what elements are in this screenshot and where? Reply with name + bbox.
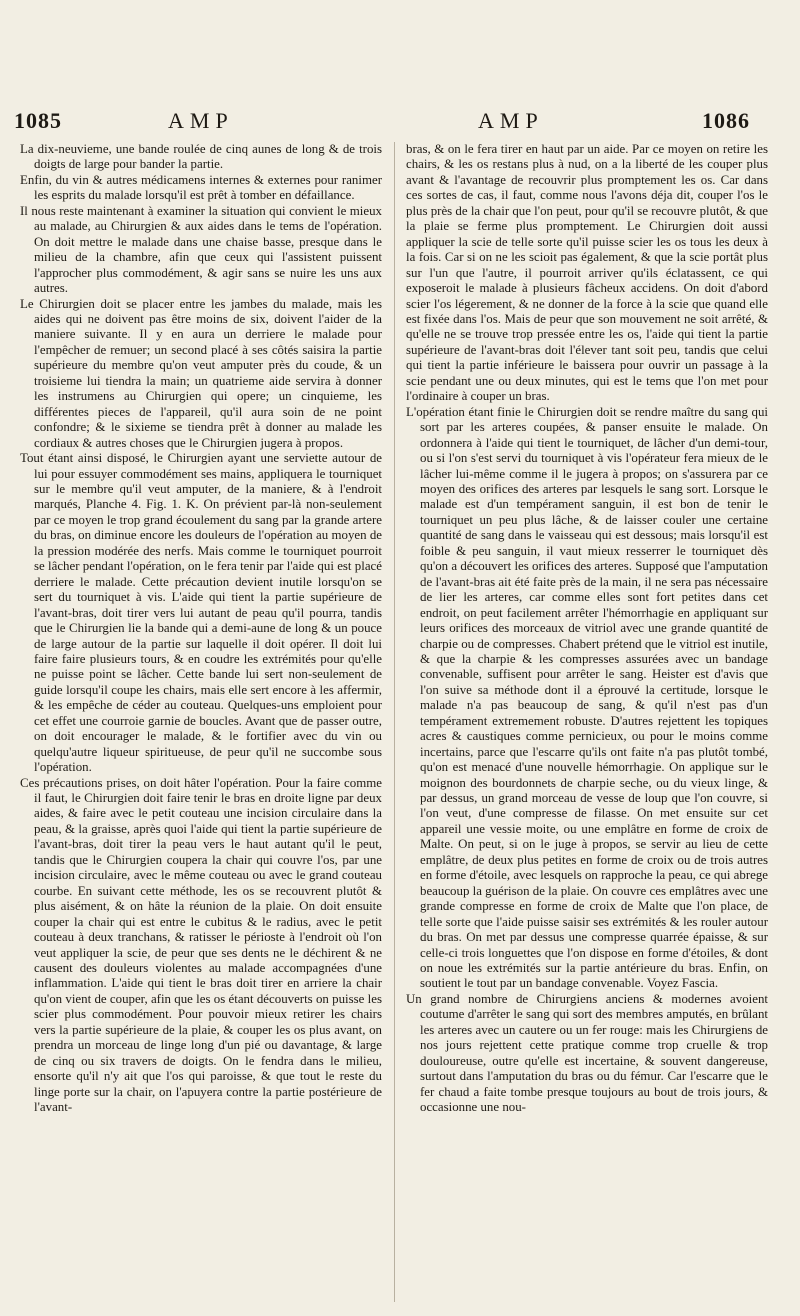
left-column xyxy=(20,142,382,1116)
right-running-head: AMP xyxy=(478,108,544,133)
paragraph: Un grand nombre de Chirurgiens anciens & modernes avoient coutume d'arrêter le sang qui sort des membres amputés, en brûlant les arteres avec un cautere ou un fer rouge: mais les Chirurgiens de nos jours rejettent cette pratique comme trop cruelle & trop douloureuse, outre qu'elle est incertaine, & souvent dangereuse, surtout dans l'amputation du bras ou du fémur. Car l'escarre que le fer chaud a faite tombe presque toujours au bout de trois jours, & occasionne une nou- xyxy=(406,991,768,1115)
left-page-number: 1085 xyxy=(14,108,62,133)
paragraph: Tout étant ainsi disposé, le Chirurgien ayant une serviette autour de lui pour essuyer commodément ses mains, appliquera le tourniquet sur le membre qu'il veut amputer, de la maniere, & à l'endroit marqués, Planche 4. Fig. 1. K. On prévient par-là non-seulement par ce moyen le trop grand écoulement du sang par la grande artere du bras, on diminue encore les douleurs de l'opération au moyen de la pression modérée des nerfs. Mais comme le tourniquet pourroit se lâcher pendant l'opération, on le fera tenir par l'aide qui est placé derriere le malade. Cette précaution devient inutile lorsqu'on se sert du tourniquet à vis. L'aide qui tient la partie supérieure de l'avant-bras, doit tirer vers lui autant de peau qu'il pourra, tandis que le Chirurgien lie la bande qui a demi-aune de long & un pouce de large autour de la partie sur laquelle il doit opérer. Il doit lui faire faire plusieurs tours, & en coudre les extrémités pour qu'elle ne puisse point se lâcher. Cette bande lui sert non-seulement de guide lorsqu'il coupe les chairs, mais elle sert encore à les affermir, & les empêche de céder au couteau. Quelques-uns emploient pour cet effet une courroie garnie de boucles. Avant que de passer outre, on doit encourager le malade, & le fortifier avec du vin ou quelqu'autre liqueur spiritueuse, de peur qu'il ne succombe sous l'opération. xyxy=(20,451,382,775)
right-column xyxy=(406,142,768,1116)
paragraph: L'opération étant finie le Chirurgien doit se rendre maître du sang qui sort par les arteres coupées, & panser ensuite le malade. On ordonnera à l'aide qui tient le tourniquet, de lâcher d'un demi-tour, ou si l'on s'est servi du tourniquet à vis l'opérateur fera mieux de le lâcher lui-même comme il le jugera à propos; on s'assurera par ce moyen des orifices des arteres par lesquels le sang sort. Lorsque le malade est d'un tempérament sanguin, il est bon de tenir le tourniquet un peu plus lâche, & de laisser couler une certaine quantité de sang dans le vaisseau qui est dessous; mais lorsqu'il est foible & peu sanguin, il vaut mieux resserrer le tourniquet dès qu'on a découvert les orifices des arteres. Supposé que l'amputation de l'avant-bras ait été faite près de la main, il ne sera pas nécessaire de lier les arteres, car comme elles sont fort petites dans cet endroit, on peut facilement arrêter l'hémorrhagie en appliquant sur leurs orifices des morceaux de vitriol avec une grande quantité de charpie ou de compresses. Chabert prétend que le vitriol est inutile, & que la charpie & les compresses assurées avec un bandage convenable, suffisent pour arrêter le sang. Heister est d'avis que l'on suive sa méthode dont il a éprouvé la certitude, lorsque le malade n'a pas beaucoup de sang, & qu'il n'est pas d'un tempérament extremement robuste. D'autres rejettent les topiques acres & caustiques comme pernicieux, ou pour le moins comme incertains, parce que l'escarre qu'ils ont faite n'a pas plutôt tombé, qu'on est menacé d'une nouvelle hémorrhagie. On applique sur le moignon des bourdonnets de charpie seche, ou du vieux linge, & par dessus, un grand morceau de vesse de loup que l'on couvre, si l'on veut, d'une compresse de filasse. On met ensuite sur cet appareil une vessie moite, ou une emplâtre en forme de croix de Malte. On peut, si on le juge à propos, se servir au lieu de cette emplâtre, de deux plus petites en forme de croix ou de trois autres en forme d'étoile, avec lesquels on rapproche la peau, ce qui abrege beaucoup la guérison de la plaie. On couvre ces emplâtres avec une grande compresse en forme de croix de Malte que l'on place, de telle sorte que l'aide puisse saisir ses extrémités & les rouler autour du bras. On met par dessus une compresse quarrée épaisse, & sur celle-ci trois longuettes que l'on dispose en forme d'étoiles, & dont on noue les extrémités sur la partie antérieure du bras. Enfin, on soutient le tout par un bandage convenable. Voyez Fascia. xyxy=(406,404,768,991)
left-running-head: AMP xyxy=(168,108,234,133)
right-page-number: 1086 xyxy=(702,108,750,133)
paragraph: Ces précautions prises, on doit hâter l'opération. Pour la faire comme il faut, le Chirurgien doit faire tenir le bras en droite ligne par deux aides, & faire avec le petit couteau une incision circulaire dans la peau, & la graisse, après quoi l'aide qui tient la partie supérieure de l'avant-bras, doit tirer la peau vers le haut autant qu'il le peut, tandis que le Chirurgien coupera la chair qui couvre l'os, par une incision circulaire, avec le même couteau ou avec le grand couteau courbe. En suivant cette méthode, les os se recouvrent plutôt & plus aisément, & on hâte la réunion de la plaie. On doit ensuite couper la chair qui est entre le cubitus & le radius, avec le petit couteau à deux tranchans, & ratisser le périoste à l'endroit où l'on veut appliquer la scie, de peur que ses dents ne le déchirent & ne causent des douleurs violentes au malade accompagnées d'une inflammation. L'aide qui tient le bras doit tirer en arriere la chair qu'on vient de couper, afin que les os étant découverts on puisse les scier plus commodément. Pour pouvoir mieux retirer les chairs vers la partie supérieure de la plaie, & couper les os plus avant, on prendra un morceau de linge long d'un pié ou davantage, & large de cinq ou six travers de doigts. On le fendra dans le milieu, ensorte qu'il n'y ait que l'os qui paroisse, & que tout le reste du linge porte sur la chair, on l'apuyera contre la partie postérieure de l'avant- xyxy=(20,775,382,1115)
paragraph: Le Chirurgien doit se placer entre les jambes du malade, mais les aides qui ne doivent pas être moins de six, doivent l'aider de la maniere suivante. Il y en aura un derriere le malade pour l'empêcher de remuer; un second placé à ses côtés saisira la partie supérieure du membre qu'on veut amputer près du coude, & un troisieme lui tiendra la main; un quatrieme aide servira à donner les instrumens au Chirurgien qui opere; un cinquieme, les différentes pieces de l'appareil, qu'il aura soin de ne point confondre; & le sixieme se tiendra prêt à donner au malade les cordiaux & autres choses que le Chirurgien jugera à propos. xyxy=(20,296,382,450)
paragraph: La dix-neuvieme, une bande roulée de cinq aunes de long & de trois doigts de large pour bander la partie. xyxy=(20,142,382,172)
column-divider xyxy=(394,142,395,1302)
paragraph: Enfin, du vin & autres médicamens internes & externes pour ranimer les esprits du malade lorsqu'il est prêt à tomber en défaillance. xyxy=(20,172,382,203)
paragraph: Il nous reste maintenant à examiner la situation qui convient le mieux au malade, au Chirurgien & aux aides dans le tems de l'opération. On doit mettre le malade dans une chaise basse, presque dans le milieu de la chambre, afin que ceux qui l'assistent puissent l'approcher plus commodément, & agir sans se nuire les uns aux autres. xyxy=(20,203,382,296)
paragraph: bras, & on le fera tirer en haut par un aide. Par ce moyen on retire les chairs, & les os restans plus à nud, on a la liberté de les couper plus avant & l'avantage de recouvrir plus promptement les os. Car dans ces sortes de cas, il faut, comme nous l'avons déja dit, couper l'os le plus près de la chair que l'on peut, pour qu'il se recouvre plutôt, & que la plaie se ferme plus promptement. Le Chirurgien doit aussi appliquer la scie de telle sorte qu'il puisse scier les os tous les deux à la fois. Car si on ne les scioit pas également, & que la scie portât plus sur l'un que l'autre, il pourroit arriver qu'ils éclatassent, ce qui exposeroit le malade à plusieurs fâcheux accidens. On doit d'abord scier l'os légerement, & ne donner de la force à la scie que quand elle est fixée dans l'os. Mais de peur que son mouvement ne soit arrêté, & qu'elle ne se trouve trop pressée entre les os, l'aide qui tient la partie supérieure de l'avant-bras doit l'élever tant soit peu, tandis que celui qui tient la partie inférieure le baissera pour ouvrir un passage à la scie pendant une ou deux minutes, qui est le tems que l'on met pour l'ordinaire à couper un bras. xyxy=(406,142,768,404)
